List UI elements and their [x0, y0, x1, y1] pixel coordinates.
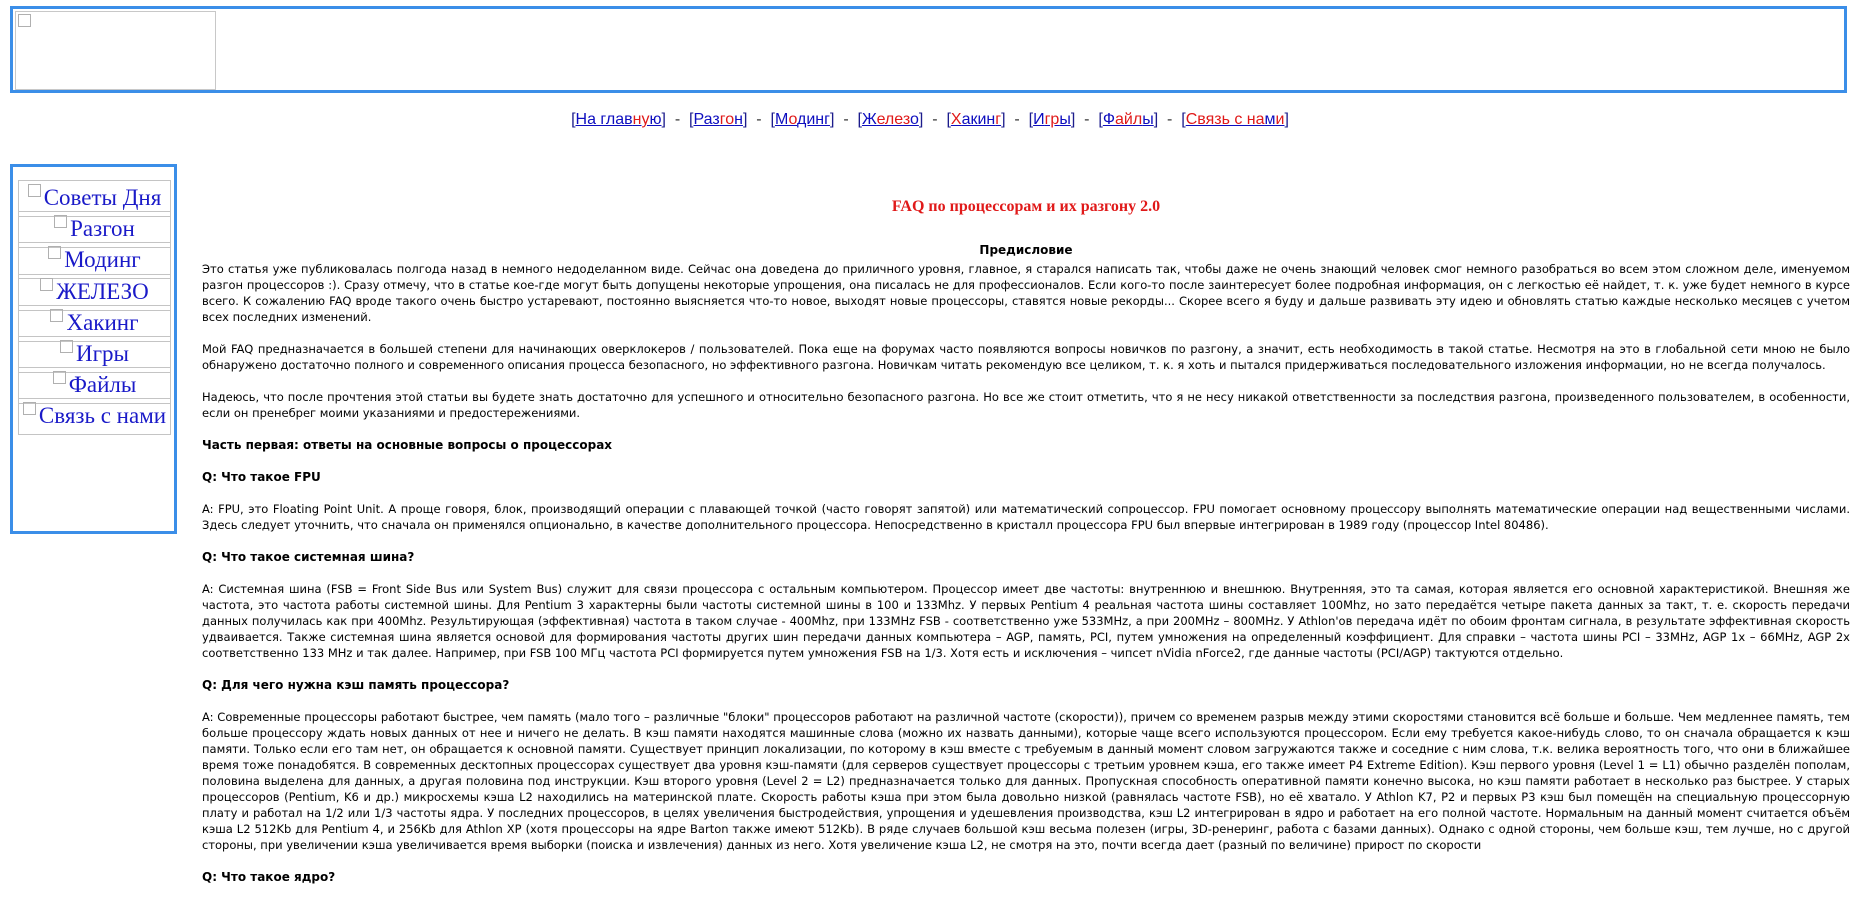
nav-link-text: айл — [1115, 111, 1143, 128]
nav-link-text: М — [774, 111, 789, 128]
nav-link-text: Связь с на — [1185, 111, 1265, 128]
sidebar-menu-label: Разгон — [70, 216, 135, 242]
question-system-bus: Q: Что такое системная шина? — [202, 550, 415, 564]
sidebar-menu-label: Файлы — [68, 372, 137, 398]
broken-image-icon — [50, 309, 63, 322]
nav-link-text: И — [1033, 111, 1045, 128]
nav-link[interactable] — [694, 111, 743, 128]
broken-image-icon — [53, 371, 66, 384]
sidebar-menu-item[interactable] — [18, 398, 171, 435]
broken-image-icon — [28, 184, 41, 197]
nav-link-wrapper: [На главную] — [571, 111, 666, 128]
paragraph-intro-1: Это статья уже публиковалась полгода назад в немного недоделанном виде. Сейчас она доведена до приличного уровня, главное, я старался написать так, чтобы даже не очень знающий человек смог немного разобраться во всем этом сложном деле, именуемом разгон процессоров :). Сразу отмечу, что в статье кое-где могут быть допущены некоторые упрощения, она писалась не для профессионалов. Если кого-то после заинтересует более подробная информация, он с легкостью её найдет, т. к. уже будет немного в курсе всего. К сожалению FAQ вроде такого очень быстро устаревают, постоянно выясняется что-то новое, выходят новые процессоры, ставятся новые рекорды... Скорее всего я буду и дальше развивать эту идею и обновлять статью каждые несколько месяцев с учетом всех последних изменений. — [202, 262, 1850, 324]
article — [202, 190, 1850, 885]
nav-link-text: Х — [950, 111, 962, 128]
nav-link[interactable] — [862, 111, 919, 128]
sidebar-menu — [10, 164, 177, 534]
nav-link-text: гр — [1044, 111, 1060, 128]
sidebar-menu-label: Хакинг — [66, 309, 139, 335]
broken-image-icon — [48, 246, 61, 259]
nav-separator: - — [747, 111, 771, 128]
sidebar-menu-label: Модинг — [64, 247, 141, 273]
nav-link[interactable] — [775, 111, 830, 128]
question-core: Q: Что такое ядро? — [202, 870, 336, 884]
paragraph-intro-2: Мой FAQ предназначается в большей степени для начинающих оверклокеров / пользователей. Пока еще на форумах часто появляются вопросы новичков по разгону, а значит, есть необходимость в такой статье. Несмотря на это в глобальной сети мною не было обнаружено достаточно полного и современного описания процесса безопасного, но эффективного разгона. Новичкам читать рекомендую все целиком, т. к. я хоть и пытался придерживаться последовательного изложения информации, но не всегда получалось. — [202, 342, 1850, 372]
broken-image-icon — [18, 14, 31, 27]
nav-link[interactable] — [1103, 111, 1154, 128]
logo-broken-image[interactable] — [15, 11, 216, 90]
nav-link-text: акин — [961, 111, 996, 128]
section-heading-part-one: Часть первая: ответы на основные вопросы о процессорах — [202, 438, 613, 452]
top-navigation — [0, 111, 1860, 129]
nav-link-wrapper: [Модинг] — [770, 111, 835, 128]
nav-separator: - — [1158, 111, 1182, 128]
sidebar-menu-label: ЖЕЛЕЗО — [56, 278, 149, 304]
broken-image-icon — [23, 402, 36, 415]
nav-link-text: ы — [1142, 111, 1154, 128]
article-subtitle: Предисловие — [979, 243, 1073, 257]
nav-link-text: динг — [797, 111, 830, 128]
header-banner — [10, 6, 1847, 93]
question-cache: Q: Для чего нужна кэш память процессора? — [202, 678, 510, 692]
nav-link-text: и — [1275, 111, 1285, 128]
nav-link-text: о — [788, 111, 798, 128]
nav-link-text: елез — [876, 111, 910, 128]
nav-link-text: г — [995, 111, 1002, 128]
broken-image-icon — [54, 215, 67, 228]
nav-separator: - — [923, 111, 947, 128]
nav-link-wrapper: [Файлы] — [1098, 111, 1159, 128]
broken-image-icon — [60, 340, 73, 353]
nav-link-text: ну — [632, 111, 650, 128]
nav-link-text: ы — [1059, 111, 1071, 128]
sidebar-menu-label: Советы Дня — [43, 185, 162, 210]
broken-image-icon — [40, 278, 53, 291]
nav-link[interactable] — [576, 111, 662, 128]
nav-link-wrapper: [Разгон] — [689, 111, 748, 128]
nav-link-wrapper: [Связь с нами] — [1181, 111, 1289, 128]
sidebar-menu-label: Связь с нами — [38, 403, 167, 429]
nav-link-text: ю — [649, 111, 662, 128]
nav-link-wrapper: [Железо] — [857, 111, 924, 128]
nav-link-text: о — [909, 111, 919, 128]
nav-link-text: м — [1264, 111, 1276, 128]
nav-link-text: На глав — [575, 111, 633, 128]
nav-separator: - — [834, 111, 858, 128]
nav-link-text: Раз — [693, 111, 720, 128]
nav-link-text: Ф — [1102, 111, 1116, 128]
nav-link-text: го — [719, 111, 735, 128]
nav-link-wrapper: [Хакинг] — [946, 111, 1006, 128]
question-fpu: Q: Что такое FPU — [202, 470, 321, 484]
nav-link[interactable] — [1186, 111, 1285, 128]
sidebar-menu-label: Игры — [76, 341, 129, 366]
answer-fpu: A: FPU, это Floating Point Unit. А проще говоря, блок, производящий операции с плавающей точкой (часто говорят запятой) или математический сопроцессор. FPU помогает основному процессору выполнять математические операции над вещественными числами. Здесь следует уточнить, что сначала он применялся опционально, в качестве дополнительного процессора. Непосредственно в кристалл процессора FPU был впервые интегрирован в 1989 году (процессор Intel 80486). — [202, 502, 1850, 532]
nav-separator: - — [1075, 111, 1099, 128]
nav-link[interactable] — [1033, 111, 1071, 128]
paragraph-intro-3: Надеюсь, что после прочтения этой статьи вы будете знать достаточно для успешного и относительно безопасного разгона. Но все же стоит отметить, что я не несу никакой ответственности за последствия разгона, произведенного пользователем, в особенности, если он пренебрег моими указаниями и предостережениями. — [202, 390, 1850, 420]
nav-link-wrapper: [Игры] — [1028, 111, 1076, 128]
nav-separator: - — [665, 111, 690, 128]
nav-link-text: н — [734, 111, 743, 128]
nav-link[interactable] — [951, 111, 1001, 128]
article-title: FAQ по процессорам и их разгону 2.0 — [891, 198, 1161, 215]
nav-separator: - — [1005, 111, 1029, 128]
answer-cache: A: Современные процессоры работают быстрее, чем память (мало того – различные "блоки" процессоров работают на различной частоте (скорости)), причем со временем разрыв между этими скоростями становится всё больше и больше. Чем медленнее память, тем больше процессору ждать новых данных от нее и ничего не делать. В кэш памяти находятся машинные слова (можно их назвать данными), которые чаще всего используются процессором. Если ему требуется какое-нибудь слово, то он сначала обращается к кэш памяти. Только если его там нет, он обращается к основной памяти. Существует принцип локализации, по которому в кэш вместе с требуемым в данный момент словом загружаются также и соседние с ним слова, т.к. велика вероятность того, что они в ближайшее время тоже понадобятся. В современных десктопных процессорах существует два уровня кэш-памяти (для серверов существует процессоры с третьим уровнем кэша, его также имеет P4 Extreme Edition). Кэш первого уровня (Level 1 = L1) обычно разделён пополам, половина выделена для данных, а другая половина под инструкции. Кэш второго уровня (Level 2 = L2) предназначается только для данных. Пропускная способность оперативной памяти конечно высока, но кэш памяти работает в несколько раз быстрее. У старых процессоров (Pentium, K6 и др.) микросхемы кэша L2 находились на материнской плате. Скорость работы кэша при этом была довольно низкой (равнялась частоте FSB), но её хватало. У Athlon K7, P2 и первых P3 кэш был помещён на специальную процессорную плату и работал на 1/2 или 1/3 частоты ядра. У последних процессоров, в целях увеличения быстродействия, упрощения и удешевления производства, кэш L2 интегрирован в ядро и работает на его полной частоте. Нормальным на данный момент считается объём кэша L2 512Kb для Pentium 4, и 256Kb для Athlon XP (хотя процессоры на ядре Barton также имеют 512Kb). В ряде случаев большой кэш весьма полезен (игры, 3D-ренеринг, работа с базами данных). Однако с одной стороны, чем больше кэш, тем лучше, но с другой стороны, при увеличении кэша увеличивается время выборки (поиска и извлечения) данных из него. Хотя увеличение кэша L2, не смотря на это, почти всегда дает (разный по величине) прирост по скорости — [202, 710, 1850, 852]
answer-system-bus: A: Системная шина (FSB = Front Side Bus или System Bus) служит для связи процессора с остальным компьютером. Процессор имеет две частоты: внутреннюю и внешнюю. Внутренняя, это та самая, которая является его основной характеристикой. Внешняя же частота, это частота работы системной шины. Для Pentium 3 характерны были частоты системной шины в 100 и 133Mhz. У первых Pentium 4 реальная частота шины составляет 100Mhz, но зато передаётся четыре пакета данных за такт, т. е. скорость передачи данных получилась как при 400Mhz. Результирующая (эффективная) частота в таком случае - 400Mhz, при 133MHz FSB - соответственно уже 533MHz, а при 200MHz – 800MHz. У Athlon'ов передача идёт по обоим фронтам сигнала, в результате эффективная скорость удваивается. Также системная шина является основой для формирования частоты других шин передачи данных компьютера – AGP, память, PCI, путем умножения на определенный коэффициент. Для справки – частота шины PCI – 33MHz, AGP 1x – 66MHz, AGP 2x соответственно 133 MHz и так далее. Например, при FSB 100 МГц частота PCI формируется путем умножения FSB на 1/3. Хотя есть и исключения – чипсет nVidia nForce2, где данные частоты (PCI/AGP) тактуются отдельно. — [202, 582, 1850, 660]
nav-link-text: Ж — [861, 111, 877, 128]
